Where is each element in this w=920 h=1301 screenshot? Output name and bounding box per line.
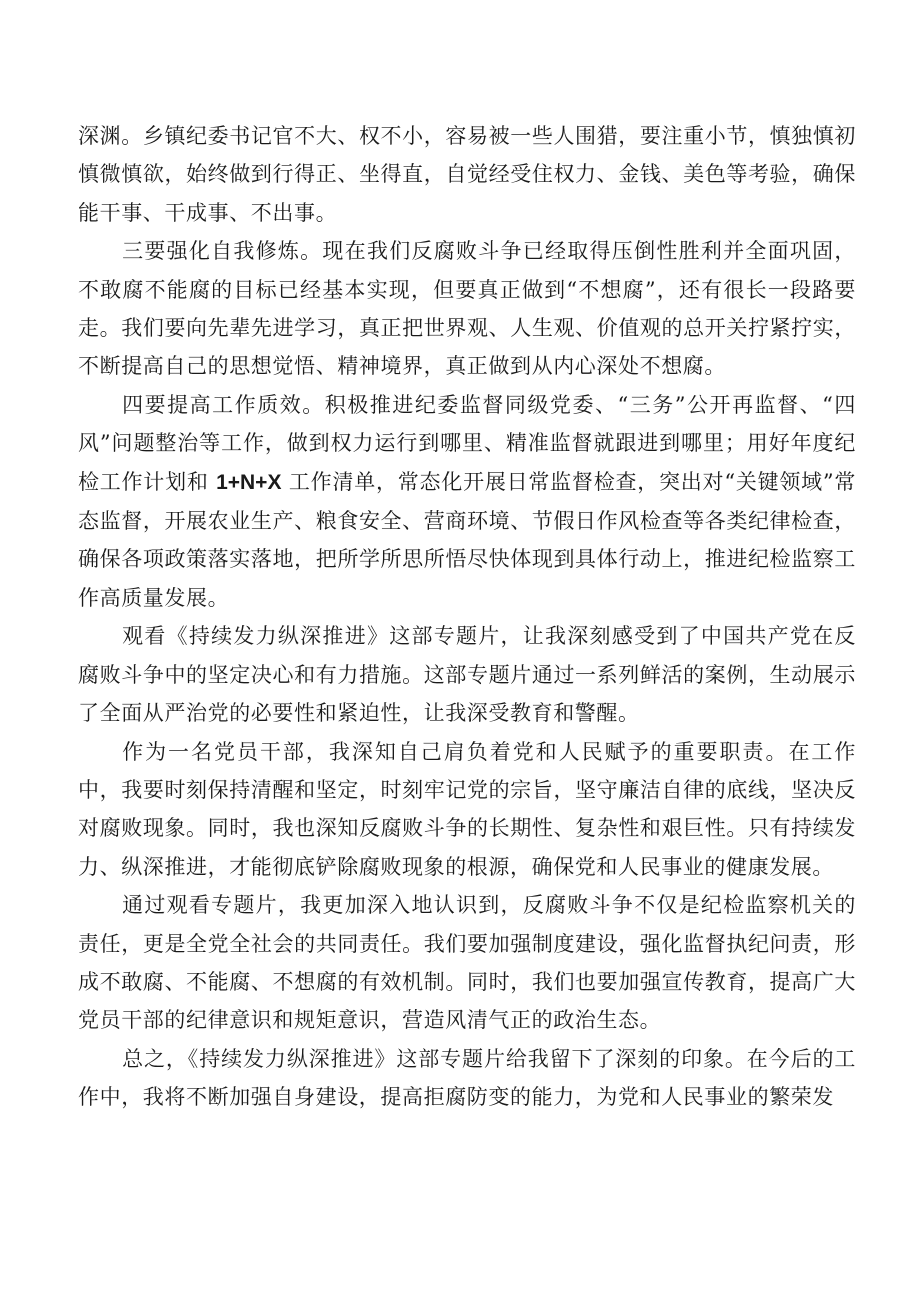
paragraph-5 [78, 733, 856, 887]
paragraph-1 [78, 117, 856, 232]
document-body [78, 117, 856, 1117]
paragraph-2 [78, 232, 856, 386]
paragraph-3-text-a: 四要提高工作质效。积极推进纪委监督同级党委、“三务”公开再监督、“四风”问题整治等工作，做到权力运行到哪里、精准监督就跟进到哪里；用好年度纪检工作计划和 [78, 392, 856, 494]
paragraph-2-text: 三要强化自我修炼。现在我们反腐败斗争已经取得压倒性胜利并全面巩固，不敢腐不能腐的目标已经基本实现，但要真正做到“不想腐”，还有很长一段路要走。我们要向先辈先进学习，真正把世界观、人生观、价值观的总开关拧紧拧实，不断提高自己的思想觉悟、精神境界，真正做到从内心深处不想腐。 [78, 239, 856, 379]
paragraph-3 [78, 386, 856, 617]
paragraph-4 [78, 617, 856, 732]
paragraph-1-text: 深渊。乡镇纪委书记官不大、权不小，容易被一些人围猎，要注重小节，慎独慎初慎微慎欲，始终做到行得正、坐得直，自觉经受住权力、金钱、美色等考验，确保能干事、干成事、不出事。 [78, 124, 856, 225]
work-list-code: 1+N+X [216, 470, 282, 494]
paragraph-5-text: 作为一名党员干部，我深知自己肩负着党和人民赋予的重要职责。在工作中，我要时刻保持清醒和坚定，时刻牢记党的宗旨，坚守廉洁自律的底线，坚决反对腐败现象。同时，我也深知反腐败斗争的长期性、复杂性和艰巨性。只有持续发力、纵深推进，才能彻底铲除腐败现象的根源，确保党和人民事业的健康发展。 [78, 739, 856, 879]
paragraph-4-text: 观看《持续发力纵深推进》这部专题片，让我深刻感受到了中国共产党在反腐败斗争中的坚定决心和有力措施。这部专题片通过一系列鲜活的案例，生动展示了全面从严治党的必要性和紧迫性，让我深受教育和警醒。 [78, 624, 856, 726]
paragraph-6 [78, 886, 856, 1040]
paragraph-6-text: 通过观看专题片，我更加深入地认识到，反腐败斗争不仅是纪检监察机关的责任，更是全党全社会的共同责任。我们要加强制度建设，强化监督执纪问责，形成不敢腐、不能腐、不想腐的有效机制。同时，我们也要加强宣传教育，提高广大党员干部的纪律意识和规矩意识，营造风清气正的政治生态。 [78, 893, 856, 1033]
paragraph-7-text: 总之，《持续发力纵深推进》这部专题片给我留下了深刻的印象。在今后的工作中，我将不断加强自身建设，提高拒腐防变的能力，为党和人民事业的繁荣发 [78, 1046, 856, 1110]
paragraph-7 [78, 1040, 856, 1117]
paragraph-3-text-b: 工作清单，常态化开展日常监督检查，突出对“关键领域”常态监督，开展农业生产、粮食安全、营商环境、节假日作风检查等各类纪律检查，确保各项政策落实落地，把所学所思所悟尽快体现到具体行动上，推进纪检监察工作高质量发展。 [78, 469, 857, 610]
